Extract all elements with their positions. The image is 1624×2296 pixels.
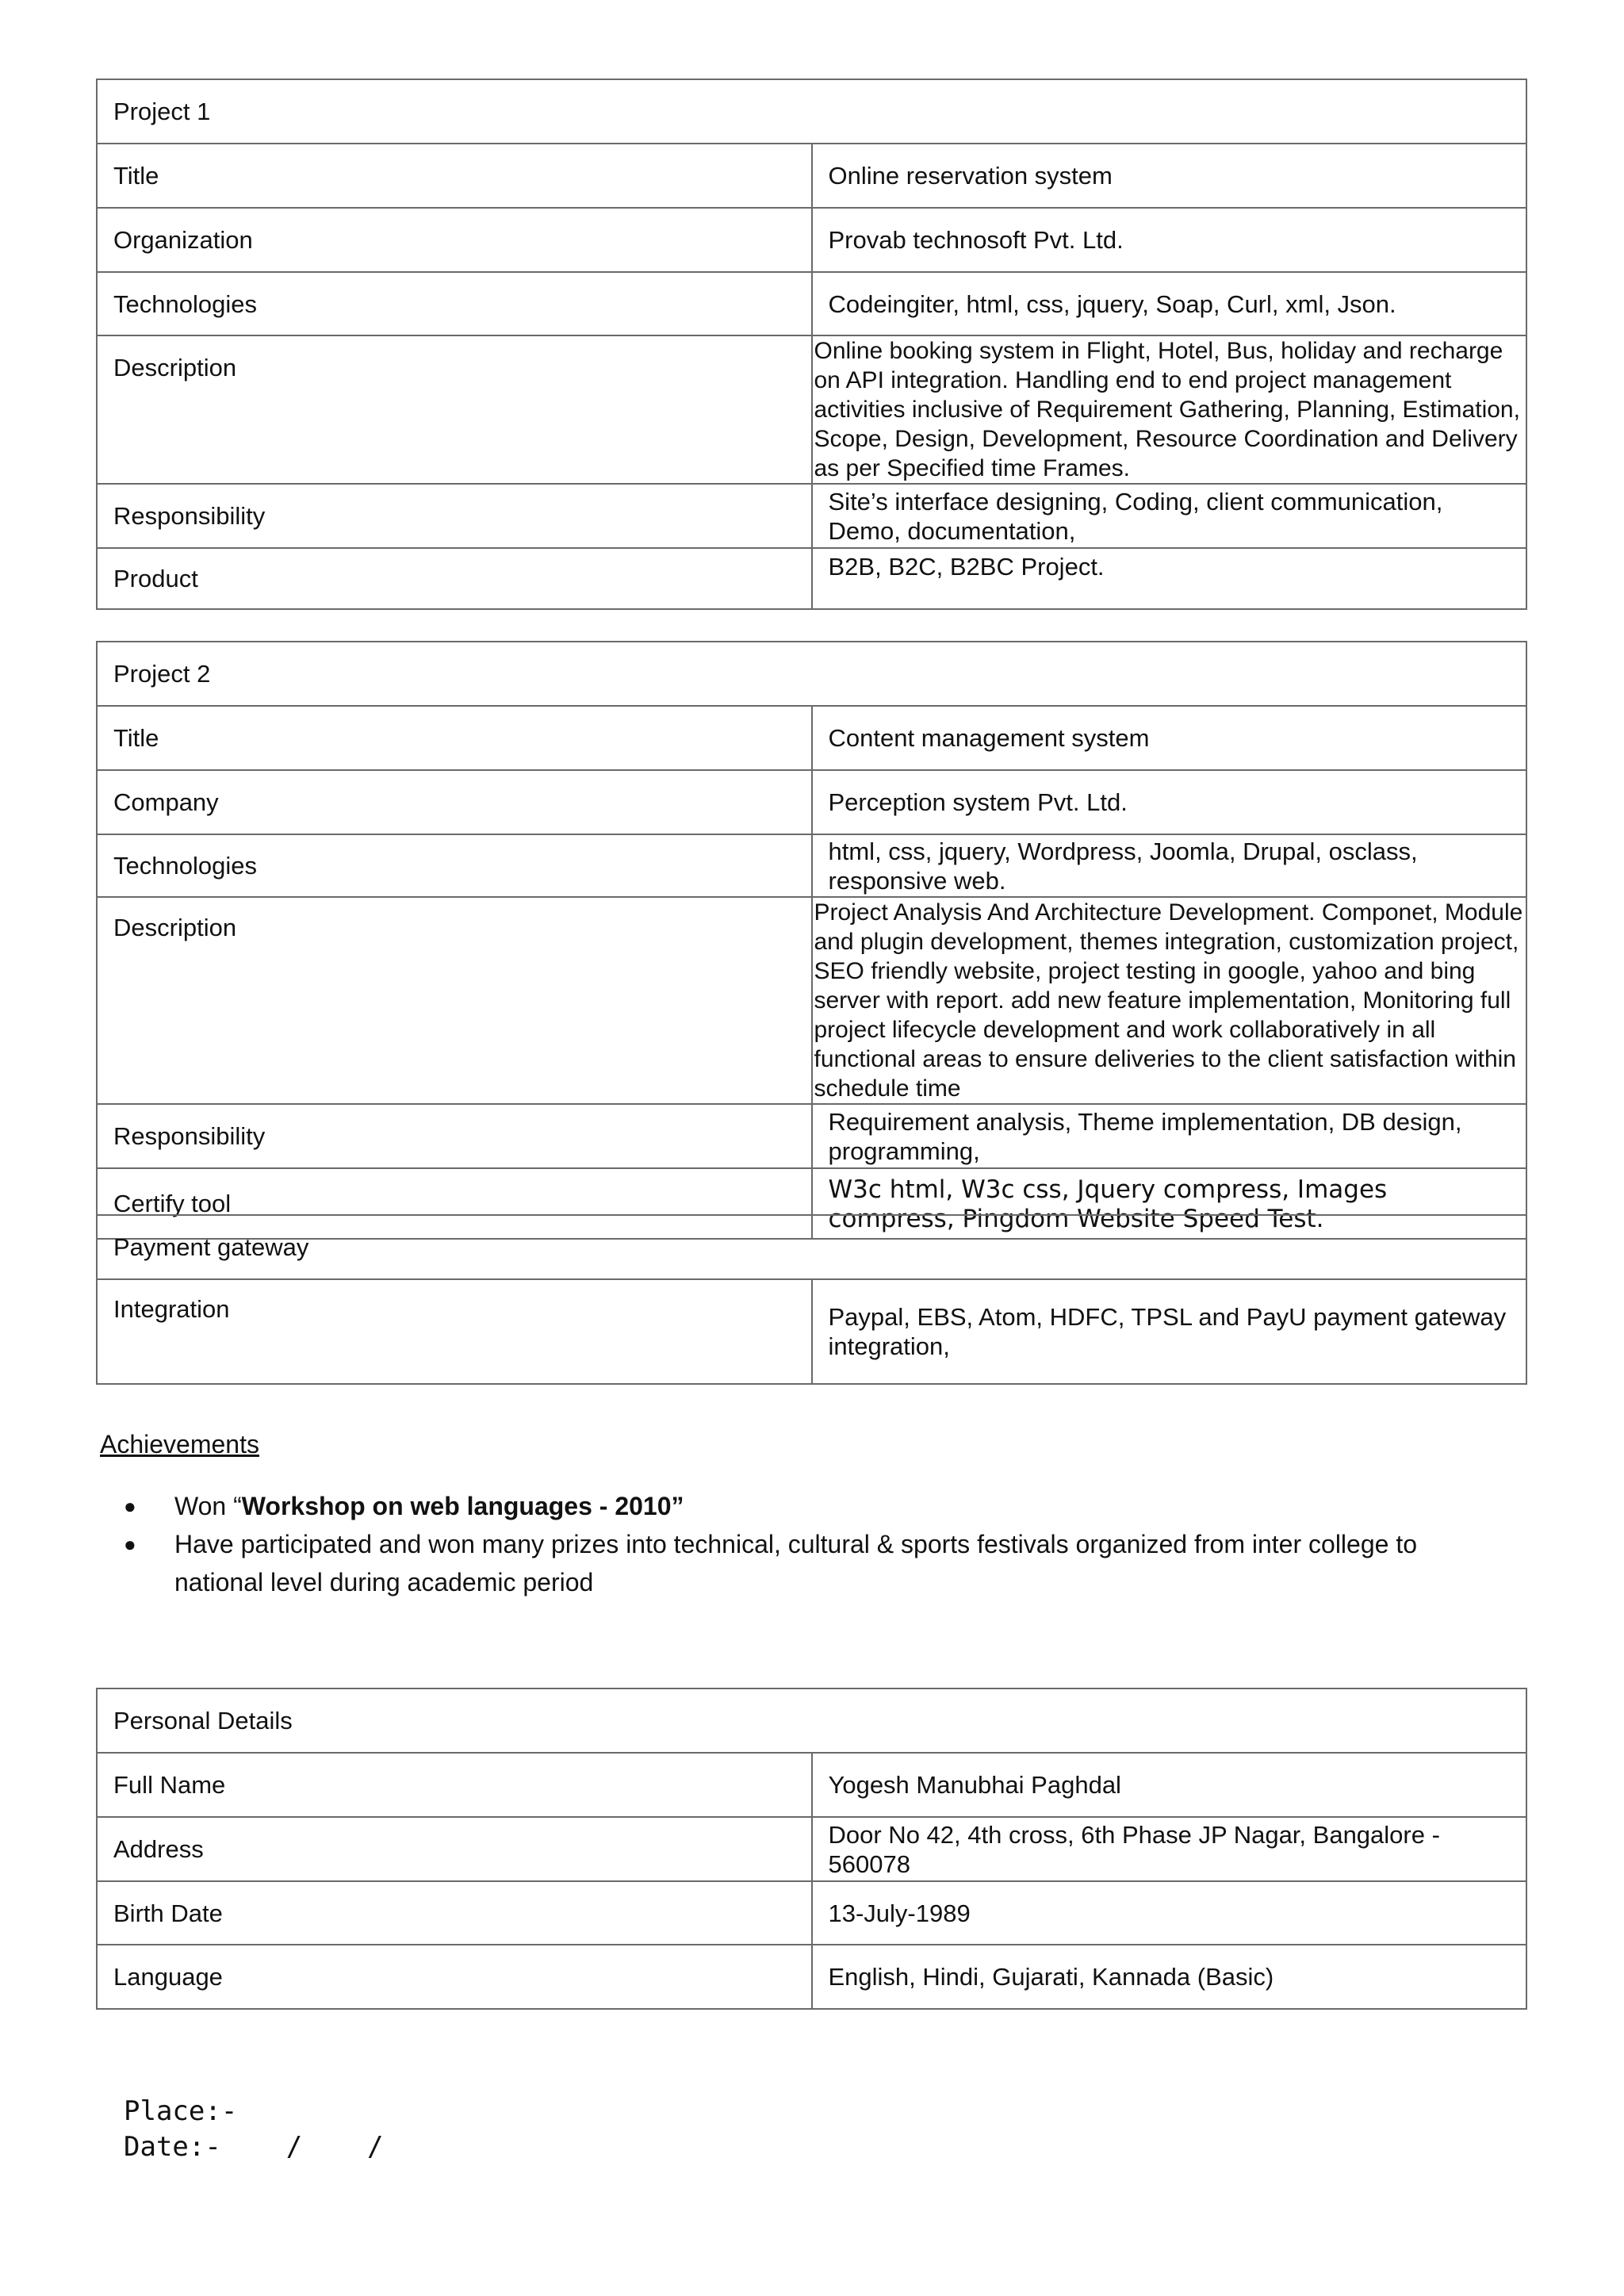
project2-certify-value: W3c html, W3c css, Jquery compress, Images compress, Pingdom Website Speed Test. [812,1168,1527,1239]
project1-description: Online booking system in Flight, Hotel, Bus, holiday and recharge on API integration. Handling end to end project management activities inclusive of Requirement Gathering, Planning, Estimation, Scope, Design, Development, Resource Coordination and Delivery as per Specified time Frames. [812,335,1527,484]
project1-header: Project 1 [97,79,1526,144]
list-item [119,1487,1499,1525]
project1-value: Online reservation system [812,144,1527,208]
project1-label: Organization [97,208,812,272]
bullet-icon: ● [124,1532,136,1556]
payment-label: Integration [97,1279,812,1384]
personal-label: Address [97,1817,812,1881]
bullet-icon: ● [124,1494,136,1518]
payment-value: Paypal, EBS, Atom, HDFC, TPSL and PayU payment gateway integration, [812,1279,1527,1384]
project2-description: Project Analysis And Architecture Development. Componet, Module and plugin development, themes integration, customization project, SEO friendly website, project testing in google, yahoo and bing server with report. add new feature implementation, Monitoring full project lifecycle development and work collaboratively in all functional areas to ensure deliveries to the client satisfaction within schedule time [812,897,1527,1104]
project2-value: Content management system [812,706,1527,770]
list-item [119,1525,1499,1601]
personal-label: Language [97,1945,812,2009]
project1-label: Description [97,335,812,484]
project2-label: Certify tool [97,1168,812,1239]
personal-value: Door No 42, 4th cross, 6th Phase JP Nagar, Bangalore - 560078 [812,1817,1527,1881]
project2-value: Perception system Pvt. Ltd. [812,770,1527,834]
personal-value: 13-July-1989 [812,1881,1527,1945]
project2-label: Responsibility [97,1104,812,1168]
personal-value: English, Hindi, Gujarati, Kannada (Basic) [812,1945,1527,2009]
personal-value: Yogesh Manubhai Paghdal [812,1753,1527,1817]
project1-table [96,79,1527,610]
achievement-bold: Workshop on web languages - 2010” [241,1492,684,1520]
achievement-text: Have participated and won many prizes into technical, cultural & sports festivals organized from inter college to national level during academic period [174,1530,1417,1596]
project2-value: Requirement analysis, Theme implementation, DB design, programming, [812,1104,1527,1168]
achievements-heading: Achievements [100,1430,259,1458]
personal-header: Personal Details [97,1688,1526,1753]
achievements-list [119,1487,1499,1601]
project1-value: Codeingiter, html, css, jquery, Soap, Curl, xml, Json. [812,272,1527,335]
date-line: Date:- / / [124,2131,384,2163]
project1-label: Technologies [97,272,812,335]
project2-label: Technologies [97,834,812,897]
payment-header: Payment gateway [97,1215,1526,1279]
project1-label: Responsibility [97,484,812,548]
project1-value: Provab technosoft Pvt. Ltd. [812,208,1527,272]
project2-header: Project 2 [97,642,1526,706]
project2-label: Description [97,897,812,1104]
project1-label: Product [97,548,812,609]
personal-label: Birth Date [97,1881,812,1945]
achievement-prefix: Won “ [174,1492,242,1520]
project2-label: Title [97,706,812,770]
personal-table [96,1688,1527,2010]
project2-table [96,641,1527,1240]
project2-value: html, css, jquery, Wordpress, Joomla, Drupal, osclass, responsive web. [812,834,1527,897]
project2-label: Company [97,770,812,834]
project1-value: B2B, B2C, B2BC Project. [812,548,1527,609]
project1-label: Title [97,144,812,208]
payment-table [96,1214,1527,1385]
personal-label: Full Name [97,1753,812,1817]
project1-value: Site’s interface designing, Coding, client communication, Demo, documentation, [812,484,1527,548]
place-line: Place:- [124,2095,238,2127]
